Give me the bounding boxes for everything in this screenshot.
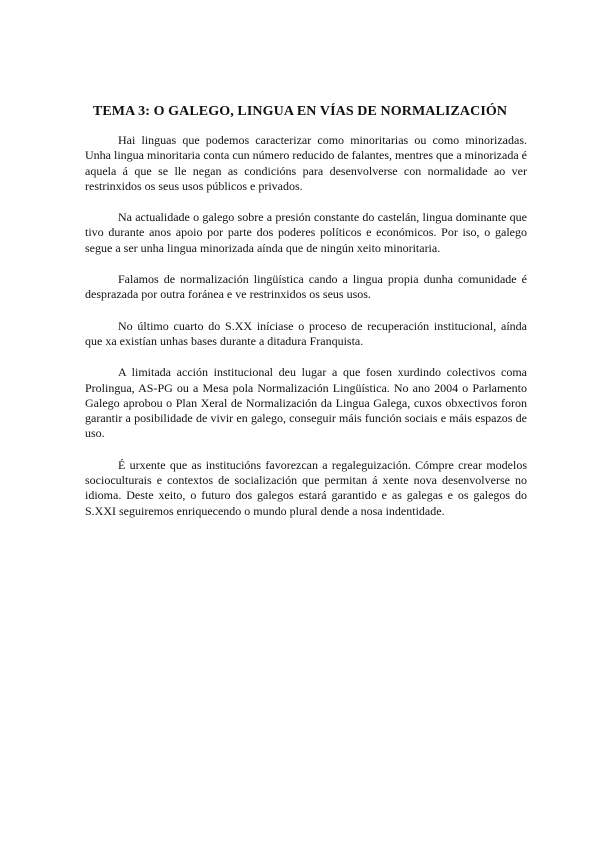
- paragraph: Falamos de normalización lingüística cando a lingua propia dunha comunidade é desprazada por outra foránea e ve restrinxidos os seus usos.: [85, 272, 527, 302]
- document-title: TEMA 3: O GALEGO, LINGUA EN VÍAS DE NORMALIZACIÓN: [92, 104, 508, 119]
- paragraph: Na actualidade o galego sobre a presión constante do castelán, lingua dominante que tivo durante anos apoio por parte dos poderes políticos e económicos. Por iso, o galego segue a ser unha lingua minorizada aínda que de ningún xeito minoritaria.: [85, 210, 527, 255]
- paragraph: É urxente que as institucións favorezcan a regaleguización. Cómpre crear modelos socioculturais e contextos de socialización que permitan á xente nova desenvolverse no idioma. Deste xeito, o futuro dos galegos estará garantido e as galegas e os galegos do S.XXI seguiremos enriquecendo o mundo plural dende a nosa indentidade.: [85, 457, 527, 518]
- paragraph: A limitada acción institucional deu lugar a que fosen xurdindo colectivos coma Prolingua, AS-PG ou a Mesa pola Normalización Lingüística. No ano 2004 o Parlamento Galego aprobou o Plan Xeral de Normalización da Lingua Galega, cuxos obxectivos foron garantir a posibilidade de vivir en galego, conseguir máis función sociais e máis espazos de uso.: [85, 365, 527, 441]
- paragraph: Hai linguas que podemos caracterizar como minoritarias ou como minorizadas. Unha lingua minoritaria conta cun número reducido de falantes, mentres que a minorizada é aquela á que se lle negan as condicións para desenvolverse con normalidade ao ver restrinxidos os seus usos públicos e privados.: [85, 133, 527, 193]
- document-body: [85, 133, 527, 535]
- paragraph: No último cuarto do S.XX iníciase o proceso de recuperación institucional, aínda que xa existían unhas bases durante a ditadura Franquista.: [85, 318, 527, 348]
